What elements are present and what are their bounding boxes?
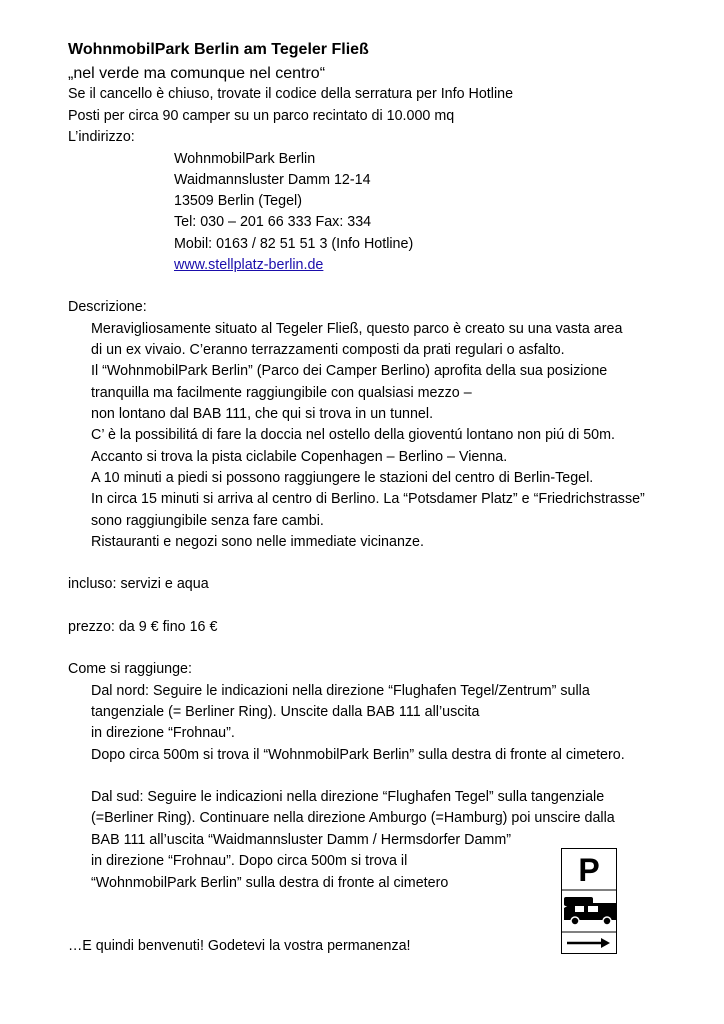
directions-north-line: in direzione “Frohnau”. xyxy=(91,725,235,741)
description-line: Il “WohnmobilPark Berlin” (Parco dei Camper Berlino) aprofita della sua posizione xyxy=(91,363,608,379)
address-line: Tel: 030 – 201 66 333 Fax: 334 xyxy=(174,214,372,230)
price-text: prezzo: da 9 € fino 16 € xyxy=(68,619,218,635)
description-line: sono raggiungibile senza fare cambi. xyxy=(91,513,324,529)
address-line: 13509 Berlin (Tegel) xyxy=(174,193,302,209)
address-line: WohnmobilPark Berlin xyxy=(174,151,316,167)
directions-north-line: Dopo circa 500m si trova il “WohnmobilPark Berlin” sulla destra di fronte al cimetero. xyxy=(91,747,625,763)
description-line: non lontano dal BAB 111, che qui si trova in un tunnel. xyxy=(91,406,434,422)
directions-south-line: BAB 111 all’uscita “Waidmannsluster Damm / Hermsdorfer Damm” xyxy=(91,832,512,848)
description-line: tranquilla ma facilmente raggiungibile con qualsiasi mezzo – xyxy=(91,385,472,401)
closing-text: …E quindi benvenuti! Godetevi la vostra permanenza! xyxy=(68,938,411,954)
intro-line: Se il cancello è chiuso, trovate il codice della serratura per Info Hotline xyxy=(68,86,514,102)
directions-heading: Come si raggiunge: xyxy=(68,661,192,677)
website-link[interactable]: www.stellplatz-berlin.de xyxy=(174,257,324,273)
directions-north-line: tangenziale (= Berliner Ring). Unscite dalla BAB 111 all’uscita xyxy=(91,704,480,720)
included-text: incluso: servizi e aqua xyxy=(68,576,209,592)
intro-line: Posti per circa 90 camper su un parco recintato di 10.000 mq xyxy=(68,108,455,124)
description-heading: Descrizione: xyxy=(68,299,147,315)
document-title: WohnmobilPark Berlin am Tegeler Fließ xyxy=(68,41,369,58)
description-line: A 10 minuti a piedi si possono raggiungere le stazioni del centro di Berlin-Tegel. xyxy=(91,470,594,486)
parking-letter: P xyxy=(578,852,600,888)
description-line: Meravigliosamente situato al Tegeler Fließ, questo parco è creato su una vasta area xyxy=(91,321,623,337)
address-line: Mobil: 0163 / 82 51 51 3 (Info Hotline) xyxy=(174,236,414,252)
description-line: In circa 15 minuti si arriva al centro di Berlino. La “Potsdamer Platz” e “Friedrichstrasse” xyxy=(91,491,645,507)
directions-south-line: Dal sud: Seguire le indicazioni nella direzione “Flughafen Tegel” sulla tangenziale xyxy=(91,789,605,805)
description-line: C’ è la possibilitá di fare la doccia nel ostello della gioventú lontano non piú di 50m. xyxy=(91,427,616,443)
address-line: Waidmannsluster Damm 12-14 xyxy=(174,172,371,188)
intro-line: L’indirizzo: xyxy=(68,129,135,145)
description-line: Ristauranti e negozi sono nelle immediate vicinanze. xyxy=(91,534,424,550)
directions-south-line: in direzione “Frohnau”. Dopo circa 500m si trova il xyxy=(91,853,408,869)
directions-south-line: “WohnmobilPark Berlin” sulla destra di fronte al cimetero xyxy=(91,875,449,891)
document-subtitle: „nel verde ma comunque nel centro“ xyxy=(68,65,326,82)
parking-sign xyxy=(561,848,617,954)
description-line: di un ex vivaio. C’eranno terrazzamenti composti da prati regulari o asfalto. xyxy=(91,342,565,358)
directions-north-line: Dal nord: Seguire le indicazioni nella direzione “Flughafen Tegel/Zentrum” sulla xyxy=(91,683,590,699)
description-line: Accanto si trova la pista ciclabile Copenhagen – Berlino – Vienna. xyxy=(91,449,508,465)
directions-south-line: (=Berliner Ring). Continuare nella direzione Amburgo (=Hamburg) poi unscire dalla xyxy=(91,810,615,826)
